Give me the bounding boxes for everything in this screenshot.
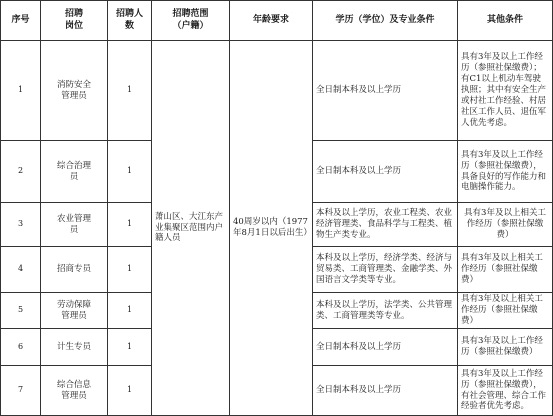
row-seq: 7 (1, 366, 41, 416)
row-count: 1 (108, 329, 152, 366)
header-other: 其他条件 (458, 1, 553, 41)
shared-scope-cell: 萧山区、大江东产业集聚区范围内户籍人员 (152, 41, 230, 416)
row-post: 综合治理 员 (41, 141, 108, 203)
table-row (1, 41, 553, 141)
row-edu: 全日制本科及以上学历 (313, 41, 458, 141)
row-post: 劳动保障 管理员 (41, 293, 108, 329)
row-edu: 本科及以上学历，法学类、公共管理类、工商管理类等专业。 (313, 293, 458, 329)
header-count: 招聘人 数 (108, 1, 152, 41)
row-count: 1 (108, 203, 152, 247)
row-count: 1 (108, 247, 152, 293)
row-post: 消防安全 管理员 (41, 41, 108, 141)
row-edu: 本科及以上学历，农业工程类、农业经济管理类、食品科学与工程类、植物生产类专业。 (313, 203, 458, 247)
row-other: 具有3年及以上工作经历（参照社保缴费） (458, 329, 553, 366)
row-edu: 本科及以上学历，经济学类、经济与贸易类、工商管理类、金融学类、外国语言文学类等专业。 (313, 247, 458, 293)
row-other: 具有3年及以上工作经历（参照社保缴费）；有C1以上机动车驾驶执照；其中有安全生产或村社工作经验、村居社区工作人员、退伍军人优先考虑。 (458, 41, 553, 141)
row-seq: 1 (1, 41, 41, 141)
row-count: 1 (108, 366, 152, 416)
row-count: 1 (108, 141, 152, 203)
row-post: 计生专员 (41, 329, 108, 366)
row-post: 综合信息 管理员 (41, 366, 108, 416)
row-post: 农业管理 员 (41, 203, 108, 247)
row-other: 具有3年及以上相关工作经历（参照社保缴费） (458, 293, 553, 329)
row-other: 具有3年及以上工作经历（参照社保缴费），有社会管理、综合工作经验者优先考虑。 (458, 366, 553, 416)
header-post: 招聘 岗位 (41, 1, 108, 41)
row-edu: 全日制本科及以上学历 (313, 366, 458, 416)
row-seq: 5 (1, 293, 41, 329)
row-seq: 3 (1, 203, 41, 247)
row-edu: 全日制本科及以上学历 (313, 329, 458, 366)
header-edu: 学历（学位）及专业条件 (313, 1, 458, 41)
shared-age-cell: 40周岁以内（1977年8月1日以后出生） (230, 41, 313, 416)
row-count: 1 (108, 293, 152, 329)
row-count: 1 (108, 41, 152, 141)
row-seq: 6 (1, 329, 41, 366)
row-seq: 4 (1, 247, 41, 293)
row-seq: 2 (1, 141, 41, 203)
header-scope: 招聘范围 （户籍） (152, 1, 230, 41)
row-other: 具有3年及以上相关工作经历（参照社保缴费） (458, 247, 553, 293)
row-other: 具有3年及以上工作经历（参照社保缴费），具备良好的写作能力和电脑操作能力。 (458, 141, 553, 203)
header-row (1, 1, 553, 41)
row-other: 具有3年及以上相关工作经历（参照社保缴费） (458, 203, 553, 247)
row-post: 招商专员 (41, 247, 108, 293)
row-edu: 全日制本科及以上学历 (313, 141, 458, 203)
header-seq: 序号 (1, 1, 41, 41)
header-age: 年龄要求 (230, 1, 313, 41)
